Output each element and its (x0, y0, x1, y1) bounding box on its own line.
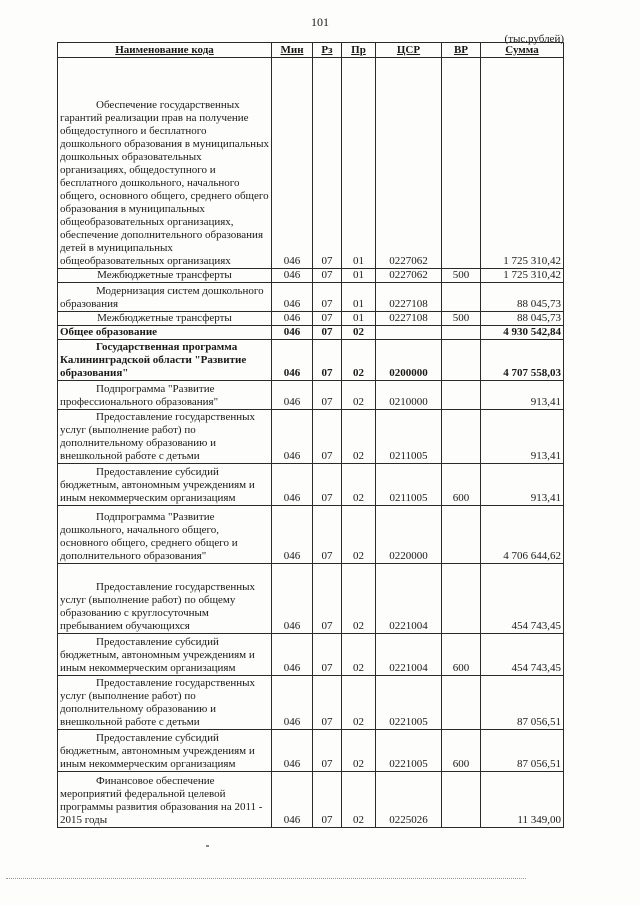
row-sum: 4 706 644,62 (481, 506, 564, 564)
table-header-row (58, 43, 564, 58)
row-pr: 02 (342, 410, 376, 464)
row-name: Предоставление государственных услуг (выполнение работ) по дополнительному образованию и внешкольной работе с детьми (58, 410, 272, 464)
row-vr (442, 326, 481, 340)
row-pr: 02 (342, 564, 376, 634)
row-sum: 4 930 542,84 (481, 326, 564, 340)
row-sum: 87 056,51 (481, 730, 564, 772)
row-csr: 0211005 (376, 464, 442, 506)
row-vr (442, 676, 481, 730)
row-vr: 500 (442, 269, 481, 283)
row-pr: 01 (342, 58, 376, 269)
row-name: Межбюджетные трансферты (58, 269, 272, 283)
row-csr: 0227108 (376, 283, 442, 312)
row-pr: 01 (342, 269, 376, 283)
row-pr: 02 (342, 464, 376, 506)
row-csr: 0221004 (376, 634, 442, 676)
table-row (58, 634, 564, 676)
row-rz: 07 (313, 464, 342, 506)
row-min: 046 (272, 464, 313, 506)
row-sum: 913,41 (481, 381, 564, 410)
row-csr: 0227062 (376, 269, 442, 283)
column-header-csr: ЦСР (376, 43, 442, 58)
row-min: 046 (272, 269, 313, 283)
row-name: Общее образование (58, 326, 272, 340)
table-row (58, 269, 564, 283)
row-pr: 02 (342, 506, 376, 564)
row-rz: 07 (313, 326, 342, 340)
row-min: 046 (272, 410, 313, 464)
row-rz: 07 (313, 340, 342, 381)
column-header-rz: Рз (313, 43, 342, 58)
row-rz: 07 (313, 634, 342, 676)
row-csr: 0225026 (376, 772, 442, 828)
row-min: 046 (272, 634, 313, 676)
row-vr (442, 283, 481, 312)
row-csr: 0210000 (376, 381, 442, 410)
column-header-name: Наименование кода (58, 43, 272, 58)
row-pr: 01 (342, 283, 376, 312)
row-rz: 07 (313, 283, 342, 312)
row-min: 046 (272, 730, 313, 772)
scan-edge-line (6, 878, 526, 879)
table-row (58, 312, 564, 326)
row-pr: 02 (342, 772, 376, 828)
row-sum: 454 743,45 (481, 634, 564, 676)
row-sum: 454 743,45 (481, 564, 564, 634)
row-pr: 01 (342, 312, 376, 326)
row-name: Предоставление государственных услуг (выполнение работ) по дополнительному образованию и внешкольной работе с детьми (58, 676, 272, 730)
row-csr: 0227108 (376, 312, 442, 326)
row-pr: 02 (342, 730, 376, 772)
row-name: Подпрограмма "Развитие профессионального образования" (58, 381, 272, 410)
row-name: Предоставление субсидий бюджетным, автономным учреждениям и иным некоммерческим организациям (58, 634, 272, 676)
row-rz: 07 (313, 506, 342, 564)
row-sum: 1 725 310,42 (481, 58, 564, 269)
table-row (58, 283, 564, 312)
row-vr: 600 (442, 464, 481, 506)
row-sum: 88 045,73 (481, 312, 564, 326)
row-vr (442, 564, 481, 634)
row-sum: 87 056,51 (481, 676, 564, 730)
row-min: 046 (272, 326, 313, 340)
row-rz: 07 (313, 772, 342, 828)
row-csr: 0211005 (376, 410, 442, 464)
row-min: 046 (272, 676, 313, 730)
row-name: Подпрограмма "Развитие дошкольного, начального общего, основного общего, среднего общего и дополнительного образования" (58, 506, 272, 564)
row-min: 046 (272, 58, 313, 269)
table-row (58, 730, 564, 772)
table-row (58, 676, 564, 730)
row-vr (442, 410, 481, 464)
row-vr (442, 772, 481, 828)
row-min: 046 (272, 312, 313, 326)
column-header-sum: Сумма (481, 43, 564, 58)
row-csr: 0221005 (376, 730, 442, 772)
row-csr: 0200000 (376, 340, 442, 381)
table-row (58, 326, 564, 340)
row-name: Финансовое обеспечение мероприятий федеральной целевой программы развития образования на 2011 - 2015 годы (58, 772, 272, 828)
table-row (58, 772, 564, 828)
row-rz: 07 (313, 381, 342, 410)
table-row (58, 58, 564, 269)
row-vr (442, 58, 481, 269)
row-rz: 07 (313, 410, 342, 464)
table-row (58, 340, 564, 381)
row-min: 046 (272, 381, 313, 410)
row-sum: 1 725 310,42 (481, 269, 564, 283)
row-min: 046 (272, 564, 313, 634)
row-min: 046 (272, 772, 313, 828)
row-sum: 913,41 (481, 410, 564, 464)
row-name: Обеспечение государственных гарантий реализации прав на получение общедоступного и бесплатного дошкольного образования в муниципальных дошкольных образовательных организациях, общедоступного и бесплатного дошкольного, начального общего, основного общего, среднего общего образования в муниципальных общеобразовательных организациях, обеспечение дополнительного образования детей в муниципальных общеобразовательных организациях (58, 58, 272, 269)
page-number: 101 (311, 15, 329, 29)
row-csr: 0227062 (376, 58, 442, 269)
row-pr: 02 (342, 634, 376, 676)
row-csr: 0220000 (376, 506, 442, 564)
table-row (58, 464, 564, 506)
row-rz: 07 (313, 58, 342, 269)
table-row (58, 410, 564, 464)
row-csr (376, 326, 442, 340)
row-sum: 11 349,00 (481, 772, 564, 828)
row-min: 046 (272, 340, 313, 381)
column-header-vr: ВР (442, 43, 481, 58)
row-name: Модернизация систем дошкольного образования (58, 283, 272, 312)
row-pr: 02 (342, 326, 376, 340)
row-min: 046 (272, 506, 313, 564)
row-rz: 07 (313, 564, 342, 634)
row-name: Предоставление субсидий бюджетным, автономным учреждениям и иным некоммерческим организациям (58, 730, 272, 772)
row-rz: 07 (313, 730, 342, 772)
row-vr: 600 (442, 634, 481, 676)
scan-speck (206, 845, 209, 847)
table-row (58, 506, 564, 564)
row-vr (442, 506, 481, 564)
budget-table (57, 42, 564, 828)
row-name: Предоставление государственных услуг (выполнение работ) по общему образованию с круглосуточным пребыванием обучающихся (58, 564, 272, 634)
row-rz: 07 (313, 269, 342, 283)
table-row (58, 381, 564, 410)
column-header-pr: Пр (342, 43, 376, 58)
row-sum: 4 707 558,03 (481, 340, 564, 381)
row-pr: 02 (342, 381, 376, 410)
row-pr: 02 (342, 676, 376, 730)
row-vr (442, 381, 481, 410)
row-pr: 02 (342, 340, 376, 381)
row-name: Предоставление субсидий бюджетным, автономным учреждениям и иным некоммерческим организациям (58, 464, 272, 506)
row-sum: 88 045,73 (481, 283, 564, 312)
column-header-min: Мин (272, 43, 313, 58)
row-name: Государственная программа Калининградской области "Развитие образования" (58, 340, 272, 381)
row-csr: 0221005 (376, 676, 442, 730)
table-row (58, 564, 564, 634)
row-csr: 0221004 (376, 564, 442, 634)
row-min: 046 (272, 283, 313, 312)
units-label: (тыс.рублей) (504, 33, 564, 45)
row-vr: 500 (442, 312, 481, 326)
row-vr: 600 (442, 730, 481, 772)
row-name: Межбюджетные трансферты (58, 312, 272, 326)
row-rz: 07 (313, 676, 342, 730)
row-sum: 913,41 (481, 464, 564, 506)
row-rz: 07 (313, 312, 342, 326)
row-vr (442, 340, 481, 381)
